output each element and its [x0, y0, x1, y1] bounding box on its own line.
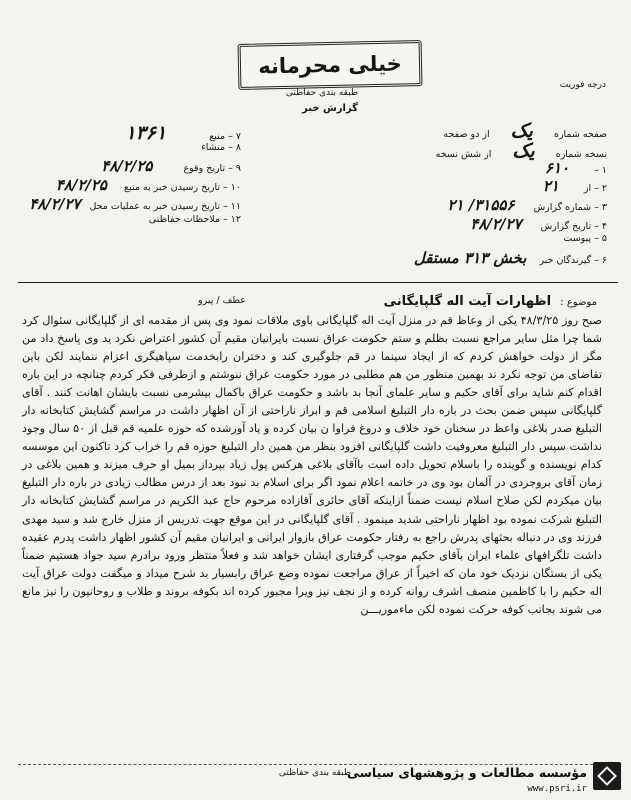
watermark-url: www.psri.ir [527, 784, 587, 794]
urgency-label: درجه فوریت [559, 80, 606, 90]
header-divider [18, 282, 618, 283]
subject-line: موضوع : اظهارات آیت اله گلپایگانی [383, 294, 597, 309]
subject-title: اظهارات آیت اله گلپایگانی [383, 294, 552, 309]
institute-logo-icon [593, 762, 621, 790]
field-report-date: ۴ – تاریخ گزارش ۴۸/۲/۲۷ [470, 215, 607, 233]
field-item-1: ۱ – ۶۱۰ [544, 159, 607, 177]
report-body: صبح روز ۴۸/۳/۲۵ یکی از وعاظ قم در منزل آیت اله گلپایگانی باوی ملاقات نمود وی پس از مقدمه ای از گلپایگانی سئوال کرد شما چرا مثل سایر مراجع نسبت بظلم و ستم حکومت عراق نسبت بایرانیان مقیم آن کشور اعتراض نکرد ید وی پاسخ داد من مگر از دولت خواهش کردم که از ایجاد سینما در قم جلوگیری کند و دختران رابخدمت سپاهیگری اعزام ننمایند لکن باین تقاضای من توجه نکرد ند بهمین منظور من هم مطلبی در مورد حکومت عراق ننوشتم و ازطرفی فکر کردم چنانچه در این باره اقدام کنم شاید برای آقای حکیم و سایر علمای آنجا بد باشد و حکومت عراق باکمال بیشرمی نسبت بایشان اهانت کنند . آقای گلپایگانی سپس ضمن بحث در باره دار التبلیغ اسلامی قم و ابراز ناراحتی از آن اظهار داشت در مراسم گشایش کتابخانه دار التبلیغ صدر بلاغی واعظ در سخنان خود خلاف و دروغ فراوا ن بیان کرده و یاد آورشده که حوزه علمیه قم قبل از ۵۰ سال وجود نداشت سپس دار التبلیغ معروفیت داشت گلپایگانی افزود بنظر من همین دار التبلیغ حوزه قم را خراب کرد تاکنون این موسسه کدام نویسنده و گوینده را باسلام تحویل داده است باآقای بلاغی هرکس پول زیاد بپرداز بمیل او حرف میزند و همین بلاغی در زمان آقای بروجردی در آلمان بود وی در خاتمه اعلام نمود اگر برای اسلام بد نبود بعد از درس مطالب زیادی در باره دار التبلیغ بیان میکردم لکن صلاح اسلام نیست ضمناً ازاینکه آقای حائری آقازاده مرحوم حاج عبد الکریم در مراسم گشایش کتابخانه دار التبلیغ شرکت نموده بود اظهار ناراحتی شدید مینمود . آقای گلپایگانی در این موقع جهت تدریس از منزل خارج شد و سید مهدی فرزند وی در دنباله بحثهای پدرش راجع به رفتار حکومت عراق بازوار ایرانی و ایرانیان مقیم آن کشور اظهار داشت پدرم عقیده داشت تلگرافهای علماء ایران بآقای حکیم موجب گرفتاری ایشان خواهد شد و فعلاً منتظر ورود برادرم سید جواد هستیم ضمناً یکی از بستگان نزدیک خود مان که اخیراً از عراق مراجعت نموده وضع عراق رابسیار بد شرح میداد و میگفت دولت عراق آیت اله حکیم را با کاظمین منصف اشرف روانه کرده و از نجف نیز ویرا مجبور کرده اند بکوفه بروند و طلاب و روحانیون را نیز مانع می شوند بجانب کوفه حرکت نموده لکن ماءموریـــن [22, 314, 602, 616]
field-origin: ۸ – منشاء [201, 142, 241, 153]
watermark-name: مؤسسه مطالعات و پژوهشهای سیاسی [346, 765, 587, 780]
field-date-received-source: ۱۰ – تاریخ رسیدن خبر به منبع ۴۸/۲/۲۵ [55, 176, 241, 194]
field-security-notes: ۱۲ – ملاحظات حفاظتی [148, 214, 241, 225]
field-source: ۷ – منبع ۱۳۶۱ [125, 122, 241, 144]
reference-label: عطف / پیرو [198, 295, 246, 306]
report-title: گزارش خبر [301, 103, 358, 114]
field-copy-number: نسخه شماره یک از شش نسخه [435, 140, 607, 162]
field-attachment: ۵ – پیوست [563, 233, 607, 244]
field-date-received-operations: ۱۱ – تاریخ رسیدن خبر به عملیات محل ۴۸/۲/۲۷ [29, 195, 241, 213]
classification-caption: طبقه بندی حفاظتی [285, 88, 359, 98]
field-recipients: ۶ – گیرندگان خبر بخش ۳۱۳ مستقل [413, 249, 607, 267]
classification-stamp: خیلی محرمانه [238, 40, 423, 90]
footer-classification: طبقه بندی حفاظتی [278, 768, 352, 778]
field-from: ۲ – از ۲۱ [542, 177, 607, 195]
field-page-number: صفحه شماره یک از دو صفحه [443, 120, 607, 142]
field-report-number: ۳ – شماره گزارش ۳۱۵۵۶/ ۲۱ [447, 196, 607, 214]
field-event-date: ۹ – تاریخ وقوع ۴۸/۲/۲۵ [101, 157, 241, 175]
